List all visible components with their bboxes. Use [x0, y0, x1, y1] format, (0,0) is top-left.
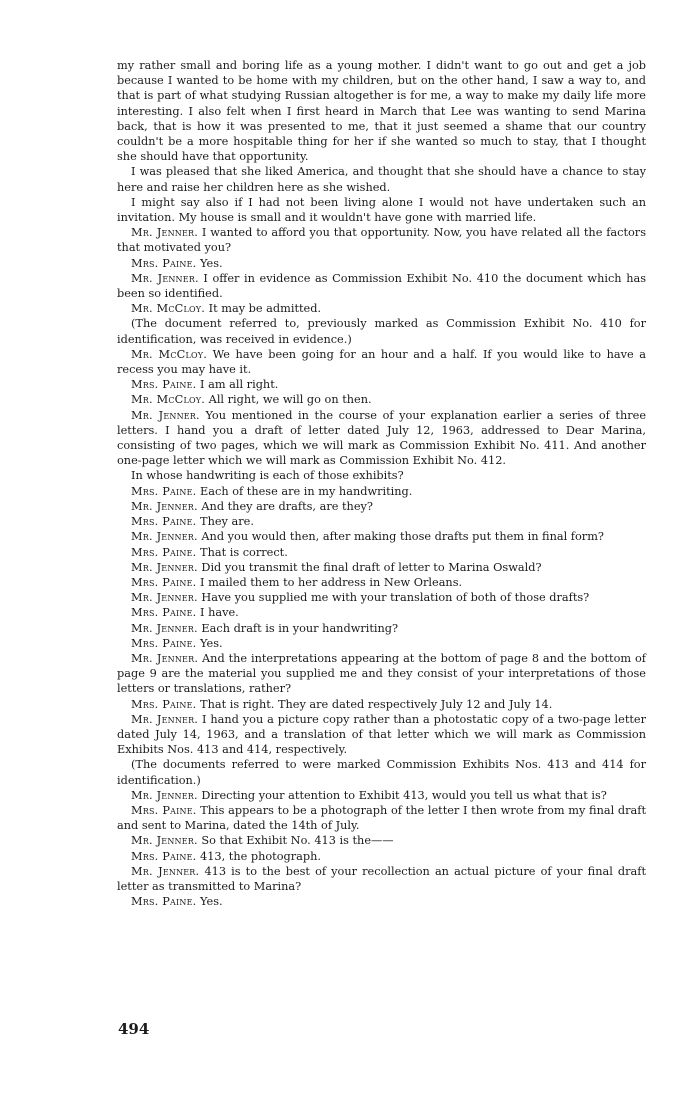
paragraph [117, 575, 646, 590]
paragraph-text: my rather small and boring life as a young mother. I didn't want to go out and get a job because I wanted to be home with my children, but on the other hand, I saw a way to, and that is part of what studying Russian altogether is for me, a way to make my daily life more interesting. I also felt when I first heard in March that Lee was wanting to send Marina back, that is how it was presented to me, that it just seemed a shame that our country couldn't be a more hospitable thing for her if she wanted so much to stay, that I thought she should have that opportunity. [117, 59, 646, 164]
paragraph-text: You mentioned in the course of your explanation earlier a series of three letters. I hand you a draft of letter dated July 12, 1963, addressed to Dear Marina, consisting of two pages, which we will mark as Commission Exhibit No. 411. And another one-page letter which we will mark as Commission Exhibit No. 412. [117, 408, 647, 468]
paragraph-text: And the interpretations appearing at the bottom of page 8 and the bottom of page 9 are the material you supplied me and they consist of your interpretations of those letters or translations, rather? [117, 651, 646, 696]
paragraph-text: 413 is to the best of your recollection an actual picture of your final draft letter as transmitted to Marina? [117, 864, 647, 893]
paragraph [117, 864, 646, 894]
paragraph-text: I was pleased that she liked America, and thought that she should have a chance to stay here and raise her children here as she wished. [117, 165, 646, 194]
transcript-page [117, 58, 646, 909]
paragraph [117, 225, 646, 255]
paragraph [117, 392, 646, 407]
paragraph [117, 849, 646, 864]
paragraph [117, 301, 646, 316]
paragraph-text: I wanted to afford you that opportunity. Now, you have related all the factors that motivated you? [117, 226, 647, 255]
paragraph-text: This appears to be a photograph of the letter I then wrote from my final draft and sent to Marina, dated the 14th of July. [117, 803, 646, 833]
paragraph-text: Each of these are in my handwriting. [200, 484, 413, 498]
paragraph [117, 484, 646, 499]
paragraph [117, 316, 646, 346]
speaker-name: Mrs. Paine. [131, 803, 197, 817]
paragraph-text: And you would then, after making those drafts put them in final form? [201, 530, 604, 544]
paragraph [117, 712, 646, 758]
paragraph [117, 58, 646, 164]
speaker-name: Mr. Jenner. [131, 712, 199, 726]
paragraph [117, 271, 646, 301]
speaker-name: Mrs. Paine. [131, 484, 197, 498]
paragraph [117, 377, 646, 392]
paragraph [117, 545, 646, 560]
speaker-name: Mr. Jenner. [131, 560, 198, 574]
paragraph-text: I offer in evidence as Commission Exhibit No. 410 the document which has been so identified. [117, 271, 646, 301]
paragraph [117, 651, 646, 697]
paragraph-text: (The document referred to, previously marked as Commission Exhibit No. 410 for identification, was received in evidence.) [117, 317, 646, 346]
speaker-name: Mrs. Paine. [131, 697, 197, 711]
paragraph [117, 408, 646, 469]
paragraph-text: Yes. [200, 636, 223, 650]
speaker-name: Mrs. Paine. [131, 545, 197, 559]
paragraph [117, 468, 646, 483]
speaker-name: Mrs. Paine. [131, 849, 197, 863]
paragraph [117, 605, 646, 620]
speaker-name: Mr. Jenner. [131, 651, 199, 665]
paragraph [117, 560, 646, 575]
speaker-name: Mr. Jenner. [131, 864, 200, 878]
paragraph [117, 636, 646, 651]
paragraph-text: So that Exhibit No. 413 is the—— [201, 834, 394, 848]
paragraph-text: 413, the photograph. [200, 849, 321, 863]
paragraph-text: (The documents referred to were marked Commission Exhibits Nos. 413 and 414 for identification.) [117, 758, 646, 787]
speaker-name: Mr. Jenner. [131, 788, 198, 802]
paragraph-text: I might say also if I had not been living alone I would not have undertaken such an invitation. My house is small and it wouldn't have gone with married life. [117, 195, 646, 225]
paragraph-text: Directing your attention to Exhibit 413, would you tell us what that is? [201, 788, 607, 802]
paragraph [117, 697, 646, 712]
speaker-name: Mrs. Paine. [131, 515, 197, 529]
paragraph [117, 803, 646, 833]
speaker-name: Mrs. Paine. [131, 256, 197, 270]
speaker-name: Mrs. Paine. [131, 636, 197, 650]
paragraph [117, 195, 646, 225]
paragraph-text: And they are drafts, are they? [201, 499, 373, 513]
paragraph [117, 499, 646, 514]
speaker-name: Mrs. Paine. [131, 895, 197, 909]
speaker-name: Mr. Jenner. [131, 591, 198, 605]
speaker-name: Mr. McCloy. [131, 393, 206, 407]
paragraph-text: That is right. They are dated respectively July 12 and July 14. [200, 697, 553, 711]
paragraph [117, 833, 646, 848]
paragraph-text: I am all right. [200, 378, 279, 392]
speaker-name: Mr. Jenner. [131, 530, 198, 544]
paragraph [117, 788, 646, 803]
speaker-name: Mrs. Paine. [131, 575, 197, 589]
paragraph-text: That is correct. [200, 545, 288, 559]
paragraph-text: All right, we will go on then. [208, 393, 372, 407]
paragraph-text: Yes. [200, 895, 223, 909]
speaker-name: Mr. Jenner. [131, 271, 199, 285]
speaker-name: Mrs. Paine. [131, 606, 197, 620]
speaker-name: Mr. McCloy. [131, 347, 208, 361]
paragraph-text: Did you transmit the final draft of letter to Marina Oswald? [201, 560, 542, 574]
paragraph-text: Yes. [200, 256, 223, 270]
paragraph [117, 757, 646, 787]
paragraph [117, 590, 646, 605]
paragraph [117, 514, 646, 529]
speaker-name: Mr. Jenner. [131, 621, 198, 635]
paragraph [117, 164, 646, 194]
paragraph [117, 894, 646, 909]
paragraph [117, 529, 646, 544]
paragraph-text: I hand you a picture copy rather than a photostatic copy of a two-page letter dated July 14, 1963, and a translation of that letter which we will mark as Commission Exhibits Nos. 413 and 414, respectively. [117, 712, 647, 757]
speaker-name: Mr. Jenner. [131, 226, 199, 240]
paragraph-text: Have you supplied me with your translation of both of those drafts? [201, 591, 590, 605]
speaker-name: Mr. Jenner. [131, 408, 200, 422]
speaker-name: Mr. Jenner. [131, 834, 198, 848]
paragraph-text: In whose handwriting is each of those exhibits? [131, 469, 404, 483]
paragraph-text: We have been going for an hour and a half. If you would like to have a recess you may have it. [117, 347, 646, 377]
paragraph [117, 256, 646, 271]
paragraph-text: They are. [200, 515, 254, 529]
speaker-name: Mrs. Paine. [131, 378, 197, 392]
speaker-name: Mr. McCloy. [131, 302, 206, 316]
paragraph [117, 621, 646, 636]
page-number: 494 [118, 1020, 150, 1038]
paragraph-text: I mailed them to her address in New Orleans. [200, 575, 463, 589]
paragraph-text: I have. [200, 606, 239, 620]
paragraph-text: It may be admitted. [208, 302, 322, 316]
paragraph-text: Each draft is in your handwriting? [201, 621, 399, 635]
paragraph [117, 347, 646, 377]
speaker-name: Mr. Jenner. [131, 499, 198, 513]
